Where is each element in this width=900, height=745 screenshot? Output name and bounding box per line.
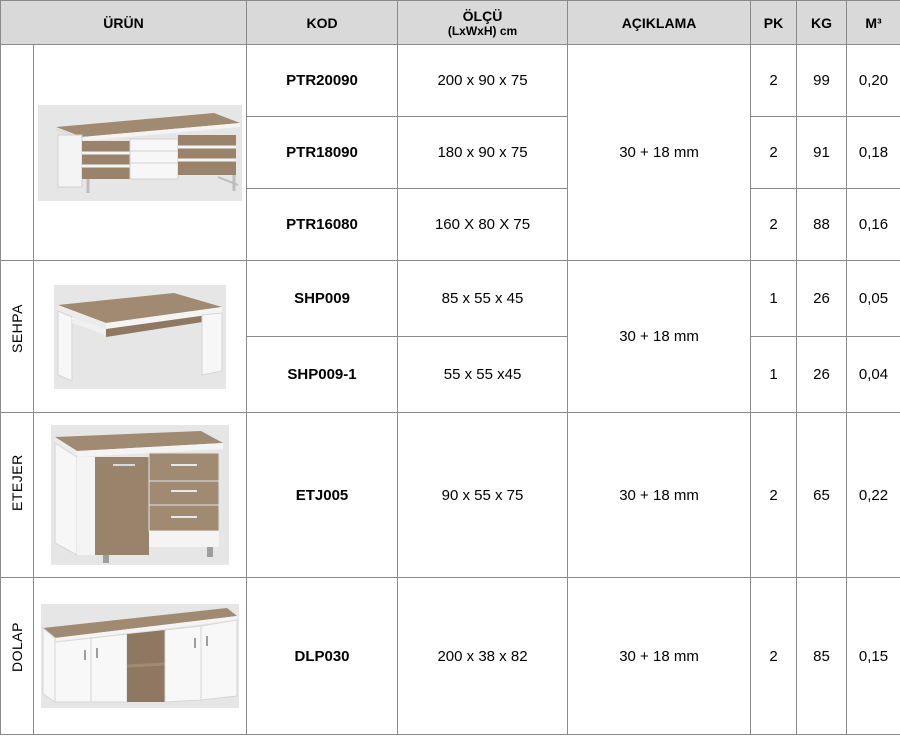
header-olcu xyxy=(398,1,568,45)
aciklama-cell: 30 + 18 mm xyxy=(568,413,751,578)
table-row xyxy=(1,45,900,117)
sideboard-image-icon xyxy=(41,604,239,708)
kg-cell: 85 xyxy=(797,578,847,735)
pk-cell: 1 xyxy=(751,337,797,413)
aciklama-cell: 30 + 18 mm xyxy=(568,261,751,413)
kod-cell: PTR18090 xyxy=(247,117,398,189)
kod-cell: DLP030 xyxy=(247,578,398,735)
kg-cell: 65 xyxy=(797,413,847,578)
desk-image-icon xyxy=(38,105,242,201)
aciklama-cell: 30 + 18 mm xyxy=(568,578,751,735)
desk-image xyxy=(34,45,247,261)
table-row xyxy=(1,578,900,735)
header-urun: ÜRÜN xyxy=(1,1,247,45)
header-m3: M³ xyxy=(847,1,900,45)
pk-cell: 1 xyxy=(751,261,797,337)
m3-cell: 0,16 xyxy=(847,189,900,261)
header-aciklama: AÇIKLAMA xyxy=(568,1,751,45)
m3-cell: 0,22 xyxy=(847,413,900,578)
group-label-etejer: ETEJER xyxy=(1,413,34,578)
kg-cell: 91 xyxy=(797,117,847,189)
olcu-cell: 90 x 55 x 75 xyxy=(398,413,568,578)
aciklama-cell: 30 + 18 mm xyxy=(568,45,751,261)
sideboard-image xyxy=(34,578,247,735)
olcu-cell: 200 x 38 x 82 xyxy=(398,578,568,735)
kod-cell: SHP009-1 xyxy=(247,337,398,413)
header-row xyxy=(1,1,900,45)
m3-cell: 0,20 xyxy=(847,45,900,117)
kod-cell: PTR16080 xyxy=(247,189,398,261)
m3-cell: 0,18 xyxy=(847,117,900,189)
pk-cell: 2 xyxy=(751,45,797,117)
header-pk: PK xyxy=(751,1,797,45)
group-label-dolap: DOLAP xyxy=(1,578,34,735)
group-label-desk xyxy=(1,45,34,261)
header-kod: KOD xyxy=(247,1,398,45)
pk-cell: 2 xyxy=(751,117,797,189)
m3-cell: 0,05 xyxy=(847,261,900,337)
header-olcu-title: ÖLÇÜ xyxy=(462,7,503,24)
kg-cell: 88 xyxy=(797,189,847,261)
pk-cell: 2 xyxy=(751,189,797,261)
kg-cell: 26 xyxy=(797,261,847,337)
olcu-cell: 200 x 90 x 75 xyxy=(398,45,568,117)
header-kg: KG xyxy=(797,1,847,45)
coffee-table-image-icon xyxy=(54,285,226,389)
kg-cell: 99 xyxy=(797,45,847,117)
kod-cell: SHP009 xyxy=(247,261,398,337)
pk-cell: 2 xyxy=(751,578,797,735)
kod-cell: ETJ005 xyxy=(247,413,398,578)
coffee-table-image xyxy=(34,261,247,413)
kg-cell: 26 xyxy=(797,337,847,413)
group-label-sehpa: SEHPA xyxy=(1,261,34,413)
olcu-cell: 55 x 55 x45 xyxy=(398,337,568,413)
side-cabinet-image xyxy=(34,413,247,578)
table-row xyxy=(1,413,900,578)
table-row xyxy=(1,261,900,337)
m3-cell: 0,04 xyxy=(847,337,900,413)
side-cabinet-image-icon xyxy=(51,425,229,565)
pk-cell: 2 xyxy=(751,413,797,578)
olcu-cell: 160 X 80 X 75 xyxy=(398,189,568,261)
m3-cell: 0,15 xyxy=(847,578,900,735)
olcu-cell: 85 x 55 x 45 xyxy=(398,261,568,337)
header-olcu-unit: (LxWxH) cm xyxy=(447,23,518,38)
kod-cell: PTR20090 xyxy=(247,45,398,117)
olcu-cell: 180 x 90 x 75 xyxy=(398,117,568,189)
